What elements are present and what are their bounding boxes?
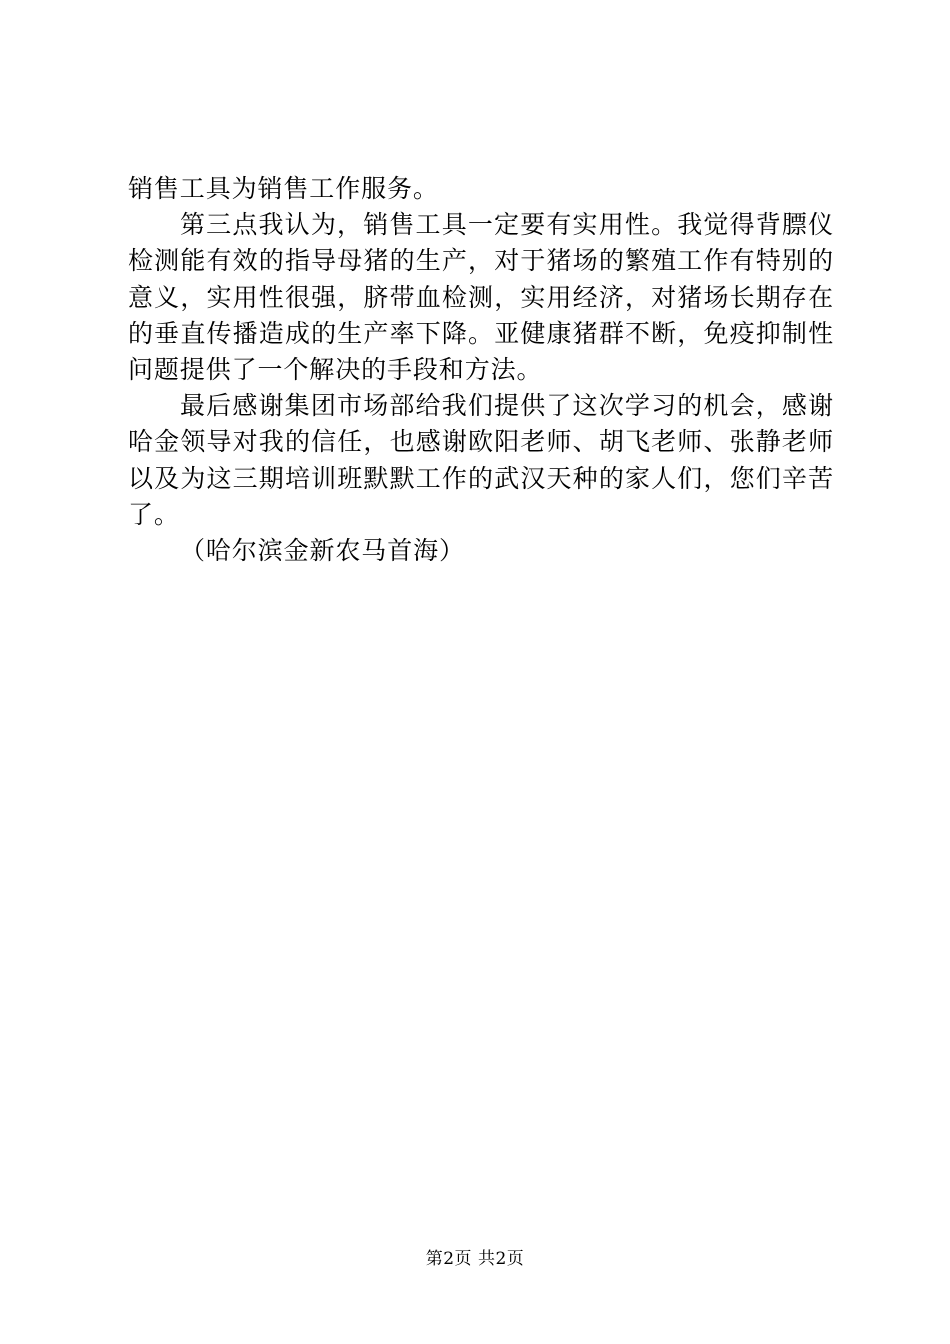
- paragraph-line: 意义，实用性很强，脐带血检测，实用经济，对猪场长期存在: [128, 282, 834, 312]
- paragraph-line: 最后感谢集团市场部给我们提供了这次学习的机会，感谢: [180, 391, 834, 421]
- paragraph-line: 检测能有效的指导母猪的生产，对于猪场的繁殖工作有特别的: [128, 246, 834, 276]
- paragraph-line: 第三点我认为，销售工具一定要有实用性。我觉得背膘仪: [180, 210, 834, 240]
- paragraph-line: 以及为这三期培训班默默工作的武汉天种的家人们，您们辛苦: [128, 463, 834, 493]
- paragraph-line: 哈金领导对我的信任，也感谢欧阳老师、胡飞老师、张静老师: [128, 427, 834, 457]
- paragraph-line: 的垂直传播造成的生产率下降。亚健康猪群不断，免疫抑制性: [128, 318, 834, 348]
- paragraph-line: 了。: [128, 499, 180, 529]
- page-number-footer: 第2页 共2页: [425, 1249, 525, 1269]
- paragraph-line: 销售工具为销售工作服务。: [128, 174, 439, 203]
- author-signature: （哈尔滨金新农马首海）: [180, 535, 465, 565]
- document-body: [128, 171, 834, 569]
- paragraph-line: 问题提供了一个解决的手段和方法。: [128, 354, 543, 384]
